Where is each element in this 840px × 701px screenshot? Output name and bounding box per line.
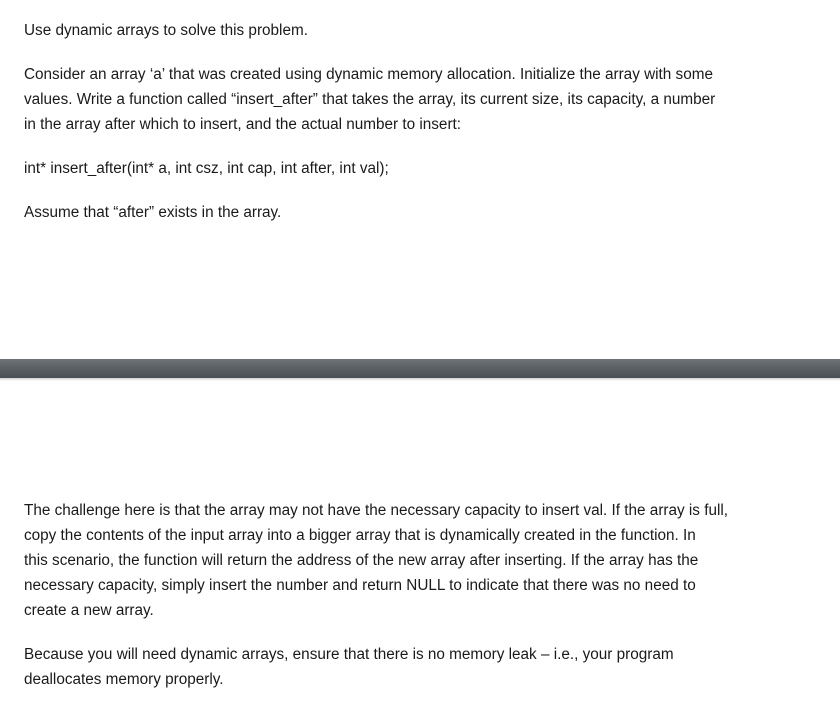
memory-line: deallocates memory properly.	[24, 671, 224, 688]
challenge-line: this scenario, the function will return the address of the new array after inserting. If the array has the	[24, 552, 699, 569]
description-line: Consider an array ‘a’ that was created using dynamic memory allocation. Initialize the array with some	[24, 66, 713, 83]
challenge-line: create a new array.	[24, 602, 154, 619]
memory-paragraph	[24, 642, 814, 692]
challenge-line: The challenge here is that the array may not have the necessary capacity to insert val. If the array is full,	[24, 502, 729, 519]
memory-line: Because you will need dynamic arrays, ensure that there is no memory leak – i.e., your program	[24, 646, 674, 663]
description-paragraph	[24, 62, 814, 137]
challenge-line: copy the contents of the input array into a bigger array that is dynamically created in the function. In	[24, 527, 696, 544]
intro-paragraph	[24, 18, 814, 43]
challenge-line: necessary capacity, simply insert the number and return NULL to indicate that there was no need to	[24, 577, 696, 594]
description-line: values. Write a function called “insert_after” that takes the array, its current size, its capacity, a number	[24, 91, 716, 108]
challenge-paragraph	[24, 498, 814, 623]
description-line: in the array after which to insert, and the actual number to insert:	[24, 116, 462, 133]
assumption-text: Assume that “after” exists in the array.	[24, 204, 282, 221]
assumption-paragraph	[24, 200, 814, 225]
intro-text: Use dynamic arrays to solve this problem.	[24, 22, 308, 39]
function-signature	[24, 156, 814, 181]
signature-text: int* insert_after(int* a, int csz, int cap, int after, int val);	[24, 160, 389, 177]
page-divider-shadow	[0, 378, 840, 381]
page-divider	[0, 359, 840, 378]
